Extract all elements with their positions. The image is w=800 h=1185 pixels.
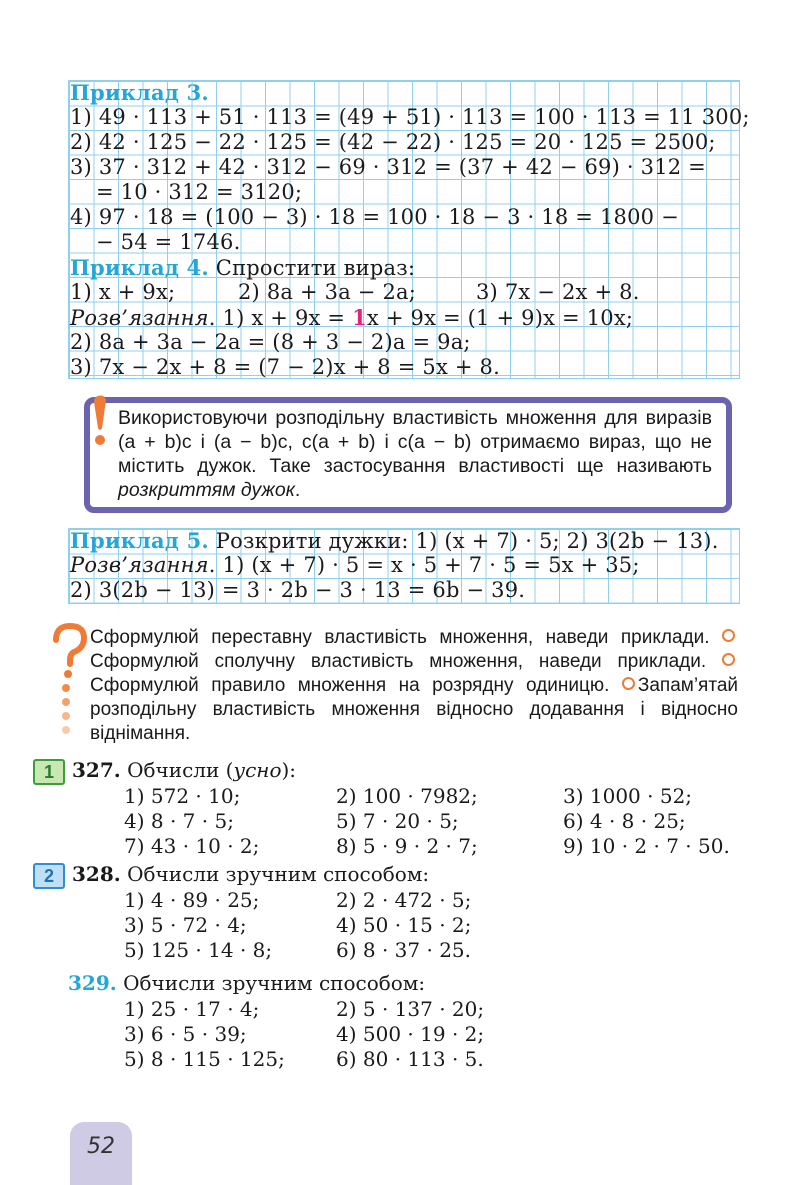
question-4: Запам’ятай розподільну властивість множення відносно додавання і відносно віднімання. — [90, 675, 738, 744]
page-number-tab — [70, 1122, 132, 1185]
example4-title: Приклад 4. — [70, 255, 209, 280]
example3-title: Приклад 3. — [70, 80, 209, 105]
ex327-2: 2) 100 · 7982; — [336, 784, 478, 808]
ex328-3: 3) 5 · 72 · 4; — [124, 913, 247, 937]
example4-heading — [70, 255, 415, 281]
exercise-prompt-end: ): — [281, 758, 297, 782]
exclamation-icon — [88, 392, 118, 452]
example3-line2: 2) 42 · 125 − 22 · 125 = (42 − 22) · 125 = 20 · 125 = 2500; — [70, 130, 716, 154]
exercise-prompt-italic: усно — [233, 758, 282, 782]
example4-item3: 3) 7x − 2x + 8. — [476, 280, 640, 304]
ex329-2: 2) 5 · 137 · 20; — [336, 997, 485, 1021]
exercise-329-heading — [68, 970, 425, 996]
exercise-328-heading — [72, 861, 429, 887]
question-icon — [48, 622, 88, 740]
ex328-2: 2) 2 · 472 · 5; — [336, 888, 472, 912]
exercise-327-heading — [72, 757, 296, 783]
ex328-5: 5) 125 · 14 · 8; — [124, 938, 273, 962]
question-1: Сформулюй переставну властивість множення, наведи приклади. — [90, 627, 710, 648]
solution-label: Розв’язання — [70, 306, 209, 330]
example5-title: Приклад 5. — [70, 528, 209, 553]
exercise-number: 328. — [72, 862, 121, 886]
exercise-prompt: Обчисли зручним способом: — [127, 862, 430, 886]
example4-item1: 1) x + 9x; — [70, 280, 176, 304]
example5-solution1 — [70, 553, 640, 578]
example5-task: Розкрити дужки: 1) (x + 7) · 5; 2) 3(2b − 13). — [215, 529, 719, 553]
solution-part: . 1) x + 9x = — [208, 306, 353, 330]
example4-task: Спростити вираз: — [215, 256, 416, 280]
question-2: Сформулюй сполучну властивість множення, наведи приклади. — [90, 651, 707, 672]
solution-label: Розв’язання — [70, 553, 209, 577]
ex327-8: 8) 5 · 9 · 2 · 7; — [336, 834, 478, 858]
ex327-6: 6) 4 · 8 · 25; — [563, 809, 686, 833]
example3-line1: 1) 49 · 113 + 51 · 113 = (49 + 51) · 113 = 100 · 113 = 11 300; — [70, 105, 750, 129]
example4-solution2: 2) 8a + 3a − 2a = (8 + 3 − 2)a = 9a; — [70, 330, 471, 354]
note-text — [118, 406, 712, 502]
ex329-1: 1) 25 · 17 · 4; — [124, 997, 260, 1021]
exercise-prompt: Обчисли ( — [127, 758, 234, 782]
highlight-mark: 1 — [352, 305, 367, 330]
ex327-4: 4) 8 · 7 · 5; — [124, 809, 234, 833]
example3-line4: 4) 97 · 18 = (100 − 3) · 18 = 100 · 18 − 3 · 18 = 1800 − — [70, 205, 679, 229]
ex327-1: 1) 572 · 10; — [124, 784, 241, 808]
note-text-emphasis: розкриттям дужок — [118, 479, 295, 501]
page-number: 52 — [87, 1134, 115, 1159]
ex327-3: 3) 1000 · 52; — [563, 784, 693, 808]
ex328-4: 4) 50 · 15 · 2; — [336, 913, 472, 937]
solution-part: . 1) (x + 7) · 5 = x · 5 + 7 · 5 = 5x + 35; — [208, 553, 640, 577]
level-badge-1: 1 — [33, 759, 65, 785]
bullet-icon — [622, 677, 635, 690]
ex327-7: 7) 43 · 10 · 2; — [124, 834, 260, 858]
exercise-number: 327. — [72, 758, 121, 782]
ex329-4: 4) 500 · 19 · 2; — [336, 1022, 485, 1046]
example4-item2: 2) 8a + 3a − 2a; — [238, 280, 417, 304]
example4-solution3: 3) 7x − 2x + 8 = (7 − 2)x + 8 = 5x + 8. — [70, 355, 500, 379]
ex327-9: 9) 10 · 2 · 7 · 50. — [563, 834, 730, 858]
ex329-3: 3) 6 · 5 · 39; — [124, 1022, 247, 1046]
questions-text — [90, 626, 738, 746]
example3-line3: 3) 37 · 312 + 42 · 312 − 69 · 312 = (37 + 42 − 69) · 312 = — [70, 155, 706, 179]
solution-part: x + 9x = (1 + 9)x = 10x; — [366, 306, 634, 330]
example5-solution2: 2) 3(2b − 13) = 3 · 2b − 3 · 13 = 6b − 39. — [70, 578, 526, 602]
exercise-prompt: Обчисли зручним способом: — [123, 971, 426, 995]
ex329-5: 5) 8 · 115 · 125; — [124, 1047, 285, 1071]
example4-solution1 — [70, 305, 633, 331]
example3-line3b: = 10 · 312 = 3120; — [96, 180, 303, 204]
example5-heading — [70, 528, 719, 554]
note-text-end: . — [294, 479, 301, 501]
ex328-1: 1) 4 · 89 · 25; — [124, 888, 260, 912]
ex329-6: 6) 80 · 113 · 5. — [336, 1047, 484, 1071]
ex327-5: 5) 7 · 20 · 5; — [336, 809, 459, 833]
question-3: Сформулюй правило множення на розрядну одиницю. — [90, 675, 610, 696]
exercise-number: 329. — [68, 971, 117, 995]
bullet-icon — [722, 653, 735, 666]
level-badge-2: 2 — [33, 863, 65, 889]
bullet-icon — [722, 629, 735, 642]
example3-line4b: − 54 = 1746. — [96, 230, 241, 254]
note-text-main: Використовуючи розподільну властивість множення для виразів (a + b)c і (a − b)c, c(a + b) і c(a − b) отримаємо вираз, що не містить дужок. Таке застосування властивості ще називають — [118, 407, 712, 477]
ex328-6: 6) 8 · 37 · 25. — [336, 938, 472, 962]
